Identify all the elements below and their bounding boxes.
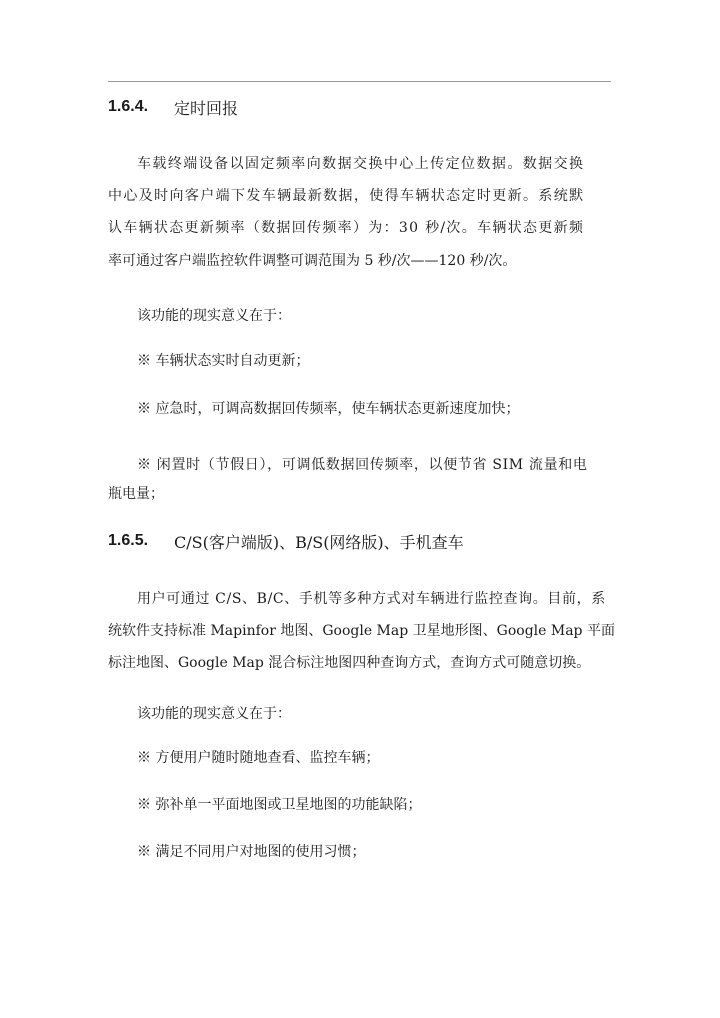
paragraph-line: 车载终端设备以固定频率向数据交换中心上传定位数据。数据交换 [137, 156, 585, 172]
bullet-item: ※ 方便用户随时随地查看、监控车辆； [137, 750, 380, 766]
bullet-item-continuation: 瓶电量； [108, 486, 164, 502]
bullet-item: ※ 弥补单一平面地图或卫星地图的功能缺陷； [137, 797, 422, 813]
section-title: C/S(客户端版)、B/S(网络版)、手机查车 [174, 532, 464, 552]
significance-intro: 该功能的现实意义在于： [137, 308, 291, 324]
paragraph-line: 认车辆状态更新频率（数据回传频率）为：30 秒/次。车辆状态更新频 [108, 220, 585, 236]
paragraph-line: 用户可通过 C/S、B/C、手机等多种方式对车辆进行监控查询。目前，系 [137, 591, 606, 607]
significance-intro: 该功能的现实意义在于： [137, 706, 291, 722]
section-number: 1.6.4. [108, 98, 149, 115]
paragraph-line: 中心及时向客户端下发车辆最新数据，使得车辆状态定时更新。系统默 [108, 188, 585, 204]
section-heading-1-6-5 [108, 528, 464, 554]
bullet-item: ※ 闲置时（节假日），可调低数据回传频率，以便节省 SIM 流量和电 [137, 457, 588, 473]
bullet-item: ※ 车辆状态实时自动更新； [137, 353, 310, 369]
bullet-item: ※ 应急时，可调高数据回传频率，使车辆状态更新速度加快； [137, 401, 520, 417]
section-heading-1-6-4 [108, 94, 238, 120]
section-title: 定时回报 [174, 98, 239, 118]
paragraph-line: 率可通过客户端监控软件调整可调范围为 5 秒/次——120 秒/次。 [108, 253, 517, 269]
bullet-item: ※ 满足不同用户对地图的使用习惯； [137, 844, 366, 860]
paragraph-line: 标注地图、Google Map 混合标注地图四种查询方式，查询方式可随意切换。 [108, 655, 591, 671]
paragraph-line: 统软件支持标准 Mapinfor 地图、Google Map 卫星地形图、Google Map 平面 [108, 623, 615, 639]
header-rule [108, 81, 611, 82]
section-number: 1.6.5. [108, 532, 149, 549]
